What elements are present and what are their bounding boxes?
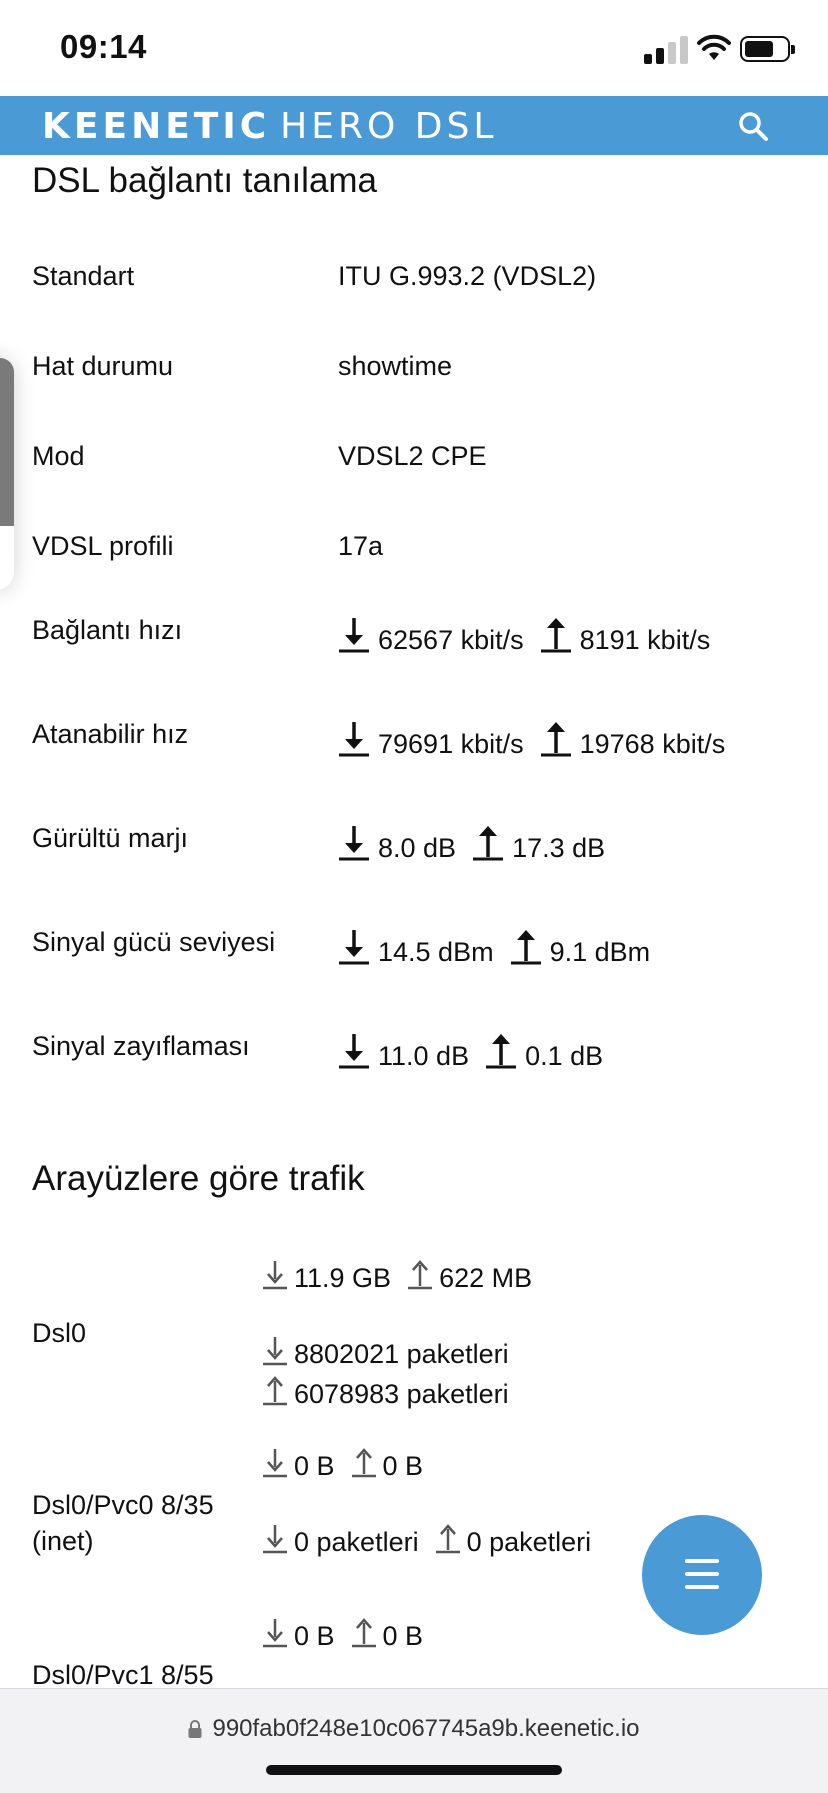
status-icons [644,34,794,68]
row-label: VDSL profili [32,531,174,561]
dsl-row-noise-margin [32,823,812,863]
dsl-row-mode [32,441,812,481]
bytes-up: 622 MB [439,1263,533,1293]
packets-up: 0 paketleri [466,1527,592,1557]
brand-name: KEENETIC [42,106,271,147]
row-label: Sinyal gücü seviyesi [32,927,276,957]
row-value: showtime [338,351,453,381]
download-arrow-icon [338,927,370,967]
home-indicator[interactable] [266,1765,562,1775]
download-value: 79691 kbit/s [378,729,524,759]
hamburger-menu-icon [685,1559,719,1563]
row-label: Atanabilir hız [32,719,189,749]
packets-down: 0 paketleri [294,1527,419,1557]
cellular-signal-icon [644,36,688,64]
row-value: VDSL2 CPE [338,441,487,471]
download-arrow-icon [338,823,370,863]
dsl-section-title: DSL bağlantı tanılama [32,161,378,200]
packets-down: 8802021 paketleri [294,1339,509,1369]
download-arrow-icon [262,1335,288,1367]
download-value: 8.0 dB [378,833,457,863]
row-value: ITU G.993.2 (VDSL2) [338,261,597,291]
download-arrow-icon [338,615,370,655]
download-arrow-icon [338,1031,370,1071]
lock-icon [188,1720,202,1738]
clock: 09:14 [60,28,147,65]
brand-model: HERO DSL [280,106,498,147]
side-panel-handle[interactable] [0,358,14,590]
row-label: Standart [32,261,135,291]
bytes-down: 11.9 GB [294,1263,392,1293]
row-rates [338,1031,603,1072]
upload-arrow-icon [351,1617,377,1649]
url-display[interactable] [0,1715,828,1743]
brand-logo[interactable] [42,106,497,147]
browser-url-bar[interactable] [0,1688,828,1793]
upload-arrow-icon [540,719,572,759]
dsl-row-link-rate [32,615,812,655]
battery-icon [740,36,790,62]
wifi-icon [696,34,732,64]
interface-name-line: (inet) [32,1526,94,1556]
interface-bytes [262,1259,532,1294]
row-label: Mod [32,441,85,471]
menu-fab-button[interactable] [642,1515,762,1635]
row-label: Bağlantı hızı [32,615,183,645]
row-rates [338,927,650,968]
download-arrow-icon [262,1523,288,1555]
upload-arrow-icon [472,823,504,863]
interface-name: Dsl0/Pvc1 8/55 [32,1660,214,1688]
search-icon[interactable] [736,109,770,143]
bytes-down: 0 B [294,1451,335,1481]
dsl-row-line-state [32,351,812,391]
interface-packets-down [262,1335,509,1370]
upload-arrow-icon [407,1259,433,1291]
bytes-up: 0 B [382,1451,424,1481]
row-rates [338,719,725,760]
download-value: 14.5 dBm [378,937,494,967]
interface-packets [262,1523,591,1558]
row-rates [338,823,605,864]
traffic-section-title: Arayüzlere göre trafik [32,1159,365,1198]
dsl-row-attenuation [32,1031,812,1071]
upload-value: 8191 kbit/s [579,625,711,655]
upload-arrow-icon [540,615,572,655]
download-arrow-icon [262,1259,288,1291]
upload-value: 0.1 dB [525,1041,604,1071]
dsl-row-standard [32,261,812,301]
upload-value: 19768 kbit/s [579,729,726,759]
interface-bytes [262,1617,423,1652]
upload-arrow-icon [435,1523,461,1555]
row-rates [338,615,710,656]
upload-value: 9.1 dBm [549,937,651,967]
row-label: Sinyal zayıflaması [32,1031,250,1061]
bytes-up: 0 B [382,1621,424,1651]
interface-packets-up [262,1375,509,1410]
download-arrow-icon [338,719,370,759]
interface-name: Dsl0 [32,1318,87,1348]
download-arrow-icon [262,1447,288,1479]
download-arrow-icon [262,1617,288,1649]
dsl-row-signal-power [32,927,812,967]
upload-value: 17.3 dB [512,833,606,863]
interface-name-line: Dsl0/Pvc0 8/35 [32,1490,214,1520]
packets-up: 6078983 paketleri [294,1379,509,1409]
interface-name [32,1487,214,1559]
upload-arrow-icon [485,1031,517,1071]
main-content[interactable] [0,155,828,1688]
download-value: 62567 kbit/s [378,625,524,655]
upload-arrow-icon [351,1447,377,1479]
row-value: 17a [338,531,384,561]
row-label: Gürültü marjı [32,823,189,853]
download-value: 11.0 dB [378,1041,470,1071]
app-header [0,96,828,155]
hamburger-menu-icon-bar [685,1572,719,1576]
interface-bytes [262,1447,423,1482]
upload-arrow-icon [510,927,542,967]
hamburger-menu-icon-bar [685,1585,719,1589]
upload-arrow-icon [262,1375,288,1407]
url-text: 990fab0f248e10c067745a9b.keenetic.io [212,1715,640,1742]
status-bar [0,0,828,96]
row-label: Hat durumu [32,351,174,381]
dsl-row-attainable-rate [32,719,812,759]
dsl-row-vdsl-profile [32,531,812,571]
bytes-down: 0 B [294,1621,335,1651]
